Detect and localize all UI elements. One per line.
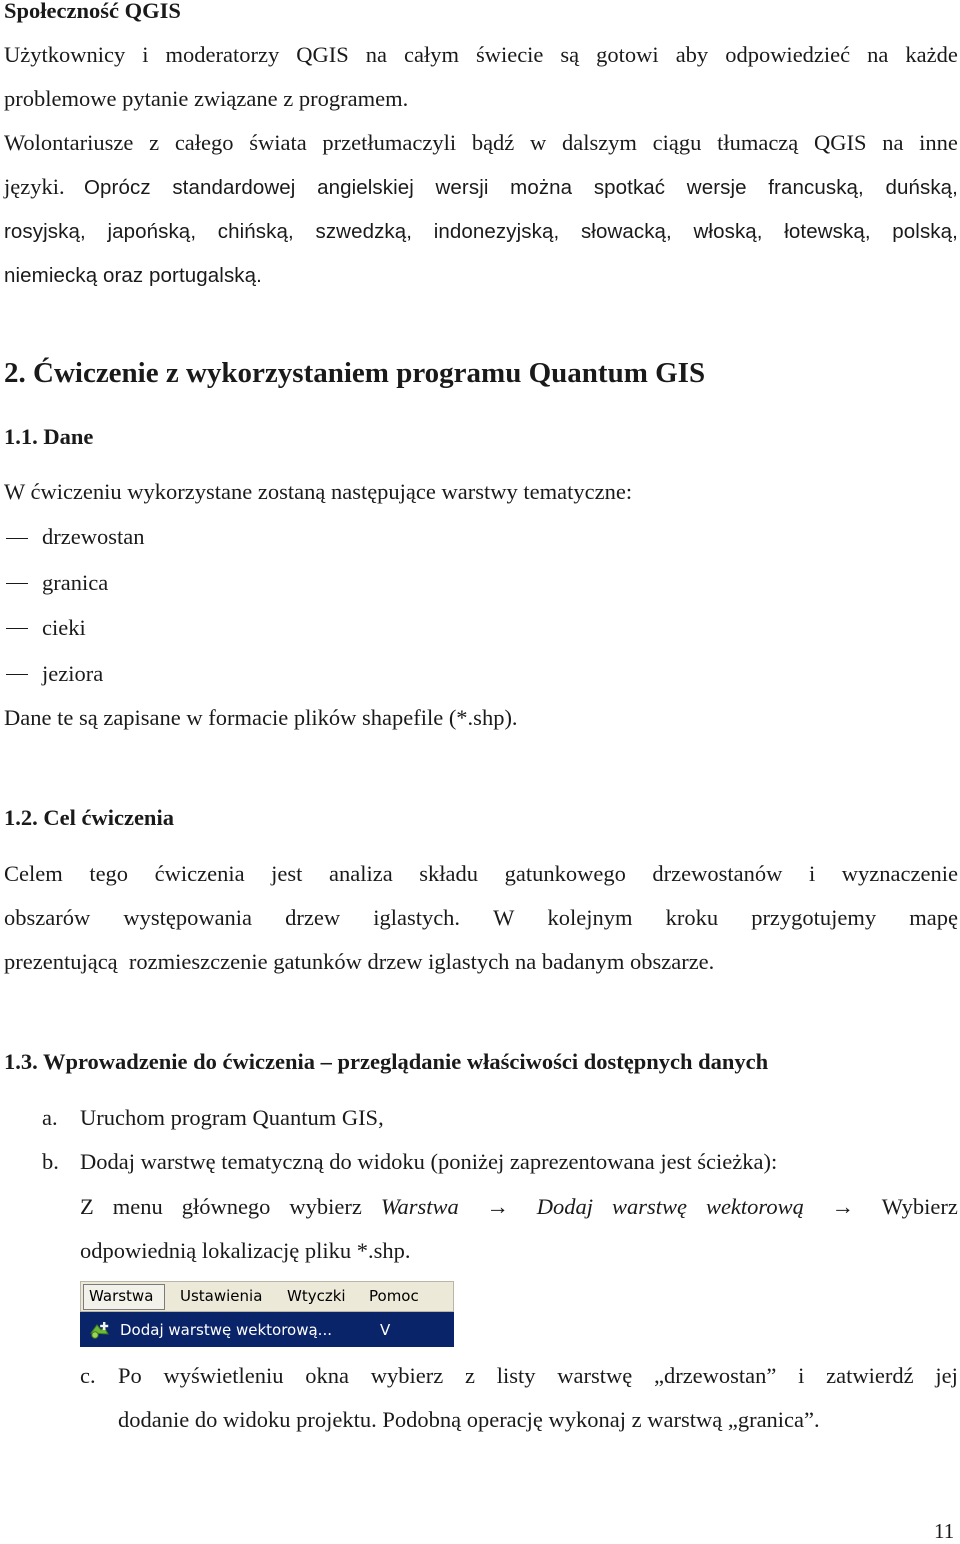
menu-item-add-vector-layer[interactable] <box>80 1312 454 1347</box>
word: i <box>808 861 816 886</box>
list-dash <box>6 674 28 675</box>
word: polską, <box>892 220 958 243</box>
word: ciągu <box>652 130 702 155</box>
word: z <box>149 130 160 155</box>
menu-bar <box>80 1281 454 1312</box>
word: okna <box>305 1363 349 1388</box>
word: bądź <box>471 130 515 155</box>
step-b-path-line-2: odpowiednią lokalizację pliku *.shp. <box>80 1238 411 1263</box>
menu-item-pomoc[interactable]: Pomoc <box>369 1287 419 1305</box>
word: listy <box>496 1363 536 1388</box>
list-dash <box>6 628 28 629</box>
word: świata <box>249 130 307 155</box>
path-menu-warstwa: Warstwa <box>380 1194 459 1219</box>
community-paragraph-2-line-3 <box>4 220 958 244</box>
section-1-2-line-1 <box>4 861 958 887</box>
step-c-line-2: dodanie do widoku projektu. Podobną operację wykonaj z warstwą „granica”. <box>118 1407 820 1432</box>
menu-item-add-vector-layer-label: Dodaj warstwę wektorową... <box>120 1321 332 1339</box>
word: na <box>882 130 904 155</box>
word: gotowi <box>596 42 659 67</box>
step-c-marker: c. <box>80 1363 96 1388</box>
path-word: Z <box>80 1194 94 1219</box>
section-1-2-heading: 1.2. Cel ćwiczenia <box>4 805 174 830</box>
word: Celem <box>4 861 63 886</box>
word: W <box>493 905 515 930</box>
word: „drzewostan” <box>653 1363 777 1388</box>
path-word: wybierz <box>289 1194 362 1219</box>
word: kroku <box>665 905 719 930</box>
community-paragraph-1-line-2: problemowe pytanie związane z programem. <box>4 86 409 111</box>
list-item: cieki <box>42 615 86 640</box>
word: drzewostanów <box>652 861 783 886</box>
word: całego <box>174 130 234 155</box>
word: można <box>510 176 573 199</box>
step-a-text: Uruchom program Quantum GIS, <box>80 1105 384 1130</box>
word: Oprócz <box>84 176 151 199</box>
word: rosyjską, <box>4 220 86 243</box>
word: Po <box>118 1363 142 1388</box>
word: każde <box>905 42 958 67</box>
section-1-1-intro: W ćwiczeniu wykorzystane zostaną następujące warstwy tematyczne: <box>4 479 633 504</box>
word: włoską, <box>693 220 763 243</box>
word: ćwiczenia <box>154 861 245 886</box>
word: na <box>867 42 889 67</box>
word: wyznaczenie <box>841 861 958 886</box>
word: analiza <box>328 861 393 886</box>
list-item: jeziora <box>42 661 104 686</box>
word: chińską, <box>217 220 294 243</box>
word: warstwę <box>557 1363 633 1388</box>
word: Użytkownicy <box>4 42 126 67</box>
menu-item-warstwa[interactable]: Warstwa <box>89 1287 154 1305</box>
word: standardowej <box>172 176 296 199</box>
word: duńską, <box>885 176 958 199</box>
list-item: drzewostan <box>42 524 145 549</box>
word: wersje <box>686 176 747 199</box>
word: QGIS <box>296 42 349 67</box>
word: występowania <box>123 905 253 930</box>
word: Wolontariusze <box>4 130 134 155</box>
word: i <box>798 1363 805 1388</box>
word: składu <box>419 861 479 886</box>
word: łotewską, <box>784 220 871 243</box>
community-paragraph-2-line-2-serif: języki. <box>4 174 65 199</box>
path-menu-dodaj: Dodaj <box>536 1194 593 1219</box>
section-1-2-line-3: prezentującą rozmieszczenie gatunków drzew iglastych na badanym obszarze. <box>4 949 715 974</box>
word: przygotujemy <box>751 905 877 930</box>
word: QGIS <box>813 130 867 155</box>
list-item: granica <box>42 570 109 595</box>
word: aby <box>675 42 709 67</box>
word: z <box>464 1363 475 1388</box>
word: gatunkowego <box>504 861 626 886</box>
word: odpowiedzieć <box>725 42 851 67</box>
word: szwedzką, <box>315 220 413 243</box>
path-menu-warstwe: warstwę <box>611 1194 687 1219</box>
word: moderatorzy <box>165 42 280 67</box>
path-word: głównego <box>181 1194 271 1219</box>
community-paragraph-1-line-1 <box>4 42 958 68</box>
step-c-line-1 <box>118 1363 958 1389</box>
arrow-right-icon: → <box>831 1194 855 1219</box>
menu-item-ustawienia[interactable]: Ustawienia <box>180 1287 263 1305</box>
word: zatwierdź <box>826 1363 914 1388</box>
word: drzew <box>285 905 341 930</box>
community-heading: Społeczność QGIS <box>4 0 181 23</box>
word: świecie <box>475 42 544 67</box>
step-b-marker: b. <box>42 1149 59 1174</box>
word: mapę <box>909 905 958 930</box>
word: wyświetleniu <box>163 1363 284 1388</box>
path-word: Wybierz <box>881 1194 958 1219</box>
word: w <box>530 130 547 155</box>
word: kolejnym <box>547 905 633 930</box>
word: indonezyjską, <box>433 220 560 243</box>
word: na <box>365 42 387 67</box>
menu-item-wtyczki[interactable]: Wtyczki <box>287 1287 346 1305</box>
word: całym <box>403 42 459 67</box>
step-a-marker: a. <box>42 1105 58 1130</box>
word: jest <box>271 861 303 886</box>
word: angielskiej <box>317 176 414 199</box>
word: obszarów <box>4 905 91 930</box>
community-paragraph-2-line-4: niemiecką oraz portugalską. <box>4 264 262 287</box>
word: spotkać <box>593 176 666 199</box>
word: wybierz <box>370 1363 444 1388</box>
word: tłumaczą <box>717 130 799 155</box>
word: tego <box>89 861 129 886</box>
section-2-heading: 2. Ćwiczenie z wykorzystaniem programu Quantum GIS <box>4 357 706 389</box>
word: japońską, <box>107 220 197 243</box>
path-word: menu <box>112 1194 163 1219</box>
word: przetłumaczyli <box>322 130 457 155</box>
word: inne <box>919 130 958 155</box>
community-paragraph-2-line-2-sans <box>84 176 958 200</box>
community-paragraph-2-line-1 <box>4 130 958 156</box>
menu-item-add-vector-layer-shortcut: V <box>380 1321 391 1339</box>
section-1-3-heading: 1.3. Wprowadzenie do ćwiczenia – przeglądanie właściwości dostępnych danych <box>4 1049 769 1074</box>
step-b-path-line <box>80 1194 958 1220</box>
list-dash <box>6 583 28 584</box>
list-dash <box>6 538 28 539</box>
menu-screenshot <box>80 1281 454 1347</box>
add-vector-layer-icon <box>88 1319 110 1341</box>
section-1-2-line-2 <box>4 905 958 931</box>
arrow-right-icon: → <box>486 1194 510 1219</box>
section-1-1-heading: 1.1. Dane <box>4 424 94 449</box>
step-b-text: Dodaj warstwę tematyczną do widoku (poniżej zaprezentowana jest ścieżka): <box>80 1149 778 1174</box>
word: wersji <box>435 176 489 199</box>
word: są <box>560 42 580 67</box>
path-menu-wektorowa: wektorową <box>705 1194 804 1219</box>
word: słowacką, <box>580 220 672 243</box>
word: jej <box>935 1363 958 1388</box>
word: iglastych. <box>373 905 461 930</box>
word: dalszym <box>561 130 637 155</box>
word: i <box>142 42 149 67</box>
section-1-1-outro: Dane te są zapisane w formacie plików shapefile (*.shp). <box>4 705 518 730</box>
page-number: 11 <box>934 1519 955 1543</box>
word: francuską, <box>768 176 864 199</box>
